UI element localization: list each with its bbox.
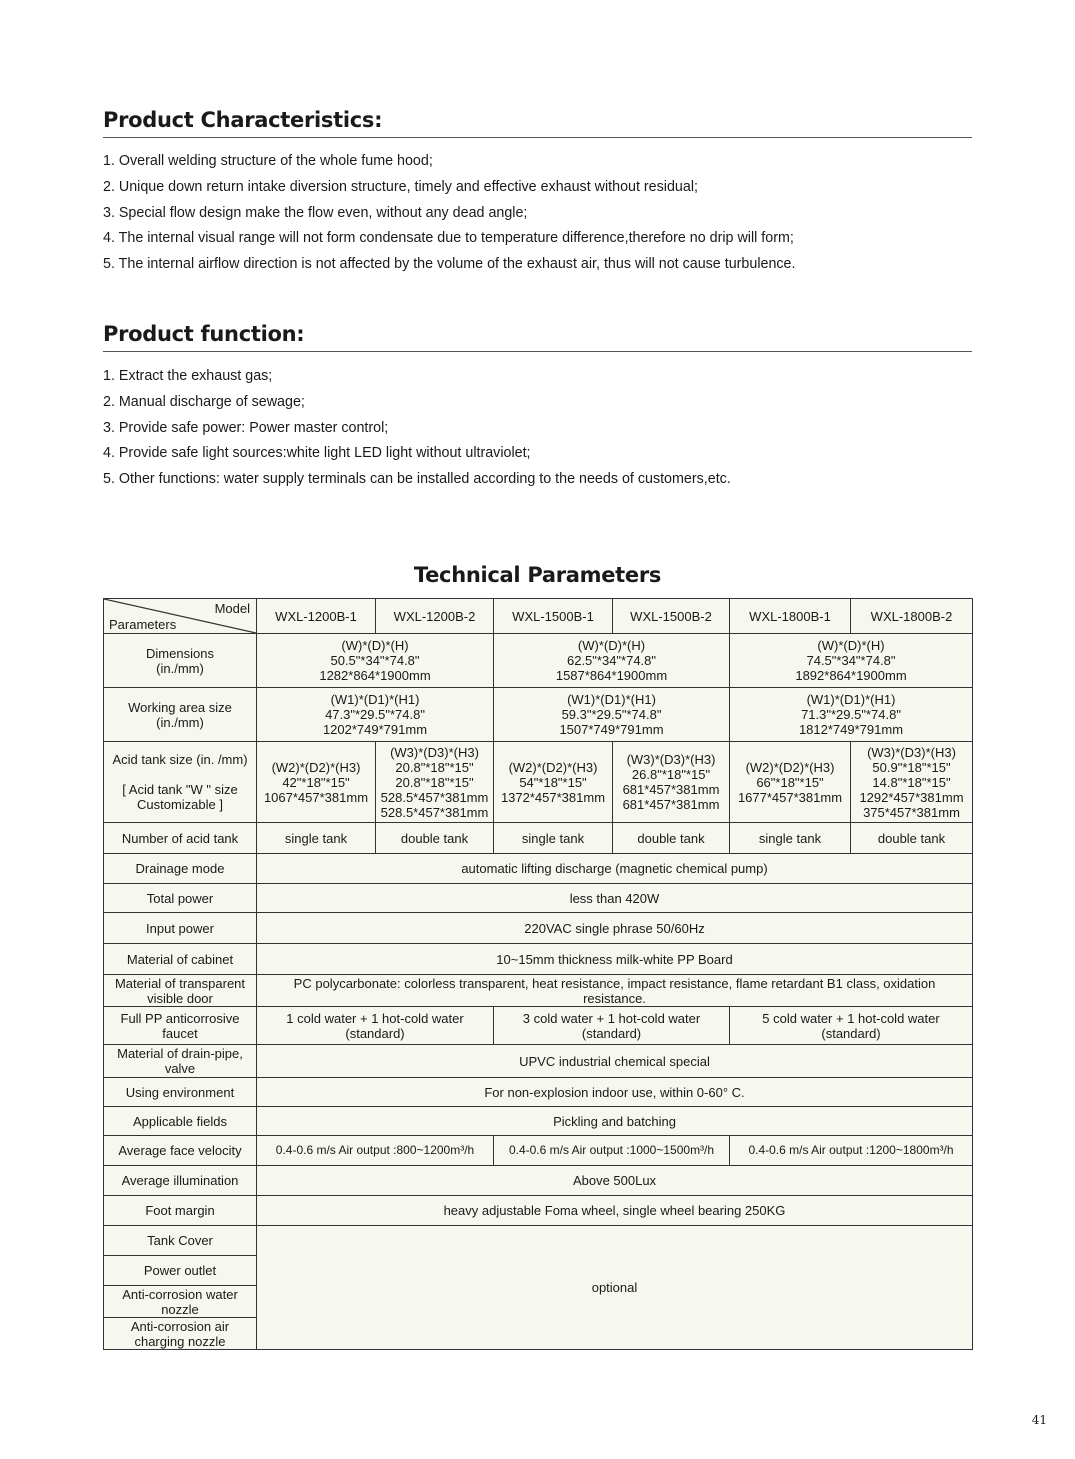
table-row xyxy=(104,1136,973,1166)
page-number: 41 xyxy=(1031,1413,1047,1427)
function-title: Product function: xyxy=(103,322,972,352)
corner-parameters-label: Parameters xyxy=(109,617,177,632)
row-label: Average illumination xyxy=(104,1166,257,1196)
table-cell: double tank xyxy=(851,823,973,854)
table-cell: (W1)*(D1)*(H1) 47.3"*29.5"*74.8" 1202*749*791mm xyxy=(257,688,494,742)
table-cell: 1 cold water + 1 hot-cold water (standard) xyxy=(257,1007,494,1045)
list-item: 4. Provide safe light sources:white light LED light without ultraviolet; xyxy=(103,445,531,462)
table-row xyxy=(104,1166,973,1196)
row-label: Material of transparent visible door xyxy=(104,975,257,1007)
table-cell: (W)*(D)*(H) 74.5"*34"*74.8" 1892*864*1900mm xyxy=(730,634,973,688)
table-cell: double tank xyxy=(376,823,494,854)
table-cell: single tank xyxy=(494,823,613,854)
table-row xyxy=(104,1107,973,1136)
table-row xyxy=(104,1078,973,1107)
list-item: 1. Overall welding structure of the whole fume hood; xyxy=(103,153,433,169)
table-row xyxy=(104,823,973,854)
row-label: Total power xyxy=(104,884,257,913)
model-header: WXL-1800B-1 xyxy=(730,599,851,634)
table-cell: PC polycarbonate: colorless transparent, heat resistance, impact resistance, flame retardant B1 class, oxidation resistance. xyxy=(257,975,973,1007)
table-row xyxy=(104,1196,973,1226)
table-cell: For non-explosion indoor use, within 0-60° C. xyxy=(257,1078,973,1107)
table-cell: Above 500Lux xyxy=(257,1166,973,1196)
model-header: WXL-1200B-2 xyxy=(376,599,494,634)
table-cell: UPVC industrial chemical special xyxy=(257,1045,973,1078)
technical-parameters-title: Technical Parameters xyxy=(413,563,662,587)
list-item: 5. Other functions: water supply terminals can be installed according to the needs of customers,etc. xyxy=(103,471,731,488)
table-row xyxy=(104,599,973,634)
characteristics-title: Product Characteristics: xyxy=(103,108,972,138)
table-cell: 3 cold water + 1 hot-cold water (standard) xyxy=(494,1007,730,1045)
table-row xyxy=(104,884,973,913)
corner-model-label: Model xyxy=(214,601,250,616)
table-row xyxy=(104,1007,973,1045)
row-label: Dimensions (in./mm) xyxy=(104,634,257,688)
table-cell: heavy adjustable Foma wheel, single wheel bearing 250KG xyxy=(257,1196,973,1226)
table-cell: (W2)*(D2)*(H3) 42"*18"*15" 1067*457*381mm xyxy=(257,742,376,823)
row-label: Using environment xyxy=(104,1078,257,1107)
row-label: Applicable fields xyxy=(104,1107,257,1136)
model-header: WXL-1500B-2 xyxy=(613,599,730,634)
corner-header xyxy=(104,599,257,634)
list-item: 2. Manual discharge of sewage; xyxy=(103,393,305,410)
model-header: WXL-1500B-1 xyxy=(494,599,613,634)
table-cell: Pickling and batching xyxy=(257,1107,973,1136)
model-header: WXL-1200B-1 xyxy=(257,599,376,634)
table-cell: (W1)*(D1)*(H1) 71.3"*29.5"*74.8" 1812*749*791mm xyxy=(730,688,973,742)
table-cell: (W3)*(D3)*(H3) 26.8"*18"*15" 681*457*381mm 681*457*381mm xyxy=(613,742,730,823)
table-cell: (W)*(D)*(H) 62.5"*34"*74.8" 1587*864*1900mm xyxy=(494,634,730,688)
table-row xyxy=(104,913,973,944)
table-row xyxy=(104,1045,973,1078)
table-cell: 5 cold water + 1 hot-cold water (standard) xyxy=(730,1007,973,1045)
row-label: Anti-corrosion air charging nozzle xyxy=(104,1318,257,1350)
table-cell: 10~15mm thickness milk-white PP Board xyxy=(257,944,973,975)
model-header: WXL-1800B-2 xyxy=(851,599,973,634)
table-cell: 0.4-0.6 m/s Air output :1200~1800m³/h xyxy=(730,1136,973,1166)
table-row xyxy=(104,688,973,742)
row-label: Material of cabinet xyxy=(104,944,257,975)
row-label: Power outlet xyxy=(104,1256,257,1286)
characteristics-section xyxy=(103,108,972,278)
table-cell: single tank xyxy=(257,823,376,854)
row-label: Material of drain-pipe, valve xyxy=(104,1045,257,1078)
table-cell: 0.4-0.6 m/s Air output :1000~1500m³/h xyxy=(494,1136,730,1166)
table-row xyxy=(104,854,973,884)
table-cell: automatic lifting discharge (magnetic chemical pump) xyxy=(257,854,973,884)
row-label: Input power xyxy=(104,913,257,944)
list-item: 1. Extract the exhaust gas; xyxy=(103,368,273,384)
table-cell: (W2)*(D2)*(H3) 66"*18"*15" 1677*457*381mm xyxy=(730,742,851,823)
technical-parameters-table xyxy=(103,598,973,1350)
table-row xyxy=(104,975,973,1007)
row-label: Acid tank size (in. /mm) [ Acid tank "W " size Customizable ] xyxy=(104,742,257,823)
table-cell: less than 420W xyxy=(257,884,973,913)
table-cell: 220VAC single phrase 50/60Hz xyxy=(257,913,973,944)
function-list xyxy=(103,364,972,493)
table-cell: (W3)*(D3)*(H3) 20.8"*18"*15" 20.8"*18"*15" 528.5*457*381mm 528.5*457*381mm xyxy=(376,742,494,823)
table-row xyxy=(104,634,973,688)
table-cell: (W2)*(D2)*(H3) 54"*18"*15" 1372*457*381mm xyxy=(494,742,613,823)
table-cell: (W3)*(D3)*(H3) 50.9"*18"*15" 14.8"*18"*15" 1292*457*381mm 375*457*381mm xyxy=(851,742,973,823)
table-cell: 0.4-0.6 m/s Air output :800~1200m³/h xyxy=(257,1136,494,1166)
table-row xyxy=(104,1226,973,1256)
row-label: Drainage mode xyxy=(104,854,257,884)
table-cell: single tank xyxy=(730,823,851,854)
row-label: Full PP anticorrosive faucet xyxy=(104,1007,257,1045)
table-cell: (W1)*(D1)*(H1) 59.3"*29.5"*74.8" 1507*749*791mm xyxy=(494,688,730,742)
row-label: Working area size (in./mm) xyxy=(104,688,257,742)
table-row xyxy=(104,742,973,823)
table-cell: double tank xyxy=(613,823,730,854)
characteristics-list xyxy=(103,149,972,278)
row-label: Anti-corrosion water nozzle xyxy=(104,1286,257,1318)
row-label: Number of acid tank xyxy=(104,823,257,854)
list-item: 5. The internal airflow direction is not affected by the volume of the exhaust air, thus will not cause turbulence. xyxy=(103,256,796,273)
list-item: 2. Unique down return intake diversion structure, timely and effective exhaust without residual; xyxy=(103,178,698,195)
function-section xyxy=(103,322,972,493)
list-item: 3. Provide safe power: Power master control; xyxy=(103,419,389,436)
list-item: 4. The internal visual range will not form condensate due to temperature difference,therefore no drip will form; xyxy=(103,230,794,247)
row-label: Foot margin xyxy=(104,1196,257,1226)
list-item: 3. Special flow design make the flow even, without any dead angle; xyxy=(103,204,528,221)
table-cell: (W)*(D)*(H) 50.5"*34"*74.8" 1282*864*1900mm xyxy=(257,634,494,688)
table-cell: optional xyxy=(257,1226,973,1350)
table-row xyxy=(104,944,973,975)
row-label: Average face velocity xyxy=(104,1136,257,1166)
row-label: Tank Cover xyxy=(104,1226,257,1256)
